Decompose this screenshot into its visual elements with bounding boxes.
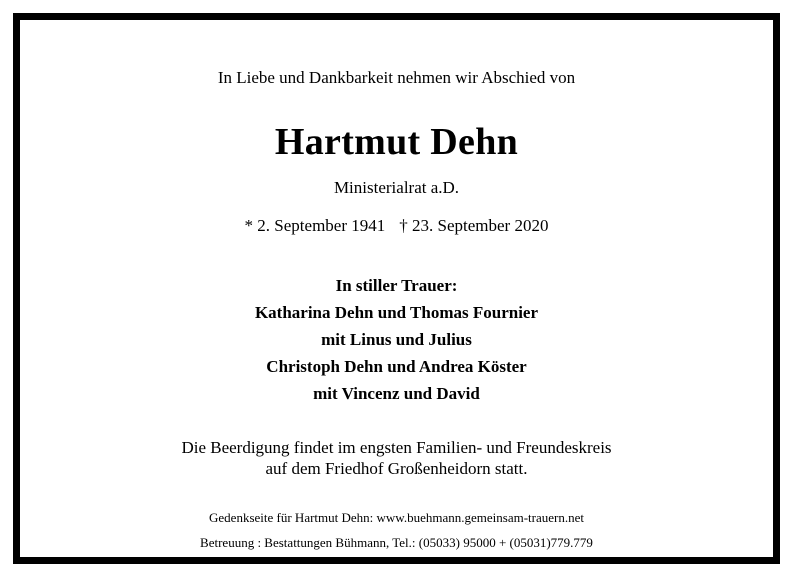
undertaker-contact: Betreuung : Bestattungen Bühmann, Tel.: (05033) 95000 + (05031)779.779	[200, 535, 593, 550]
funeral-info	[20, 437, 773, 479]
mourners-block	[20, 272, 773, 407]
obituary-notice	[13, 13, 780, 564]
deceased-name: Hartmut Dehn	[274, 121, 519, 163]
mourner-line: Christoph Dehn und Andrea Köster	[266, 357, 527, 376]
funeral-line: auf dem Friedhof Großenheidorn statt.	[265, 459, 528, 478]
birth-date: * 2. September 1941	[244, 216, 386, 235]
memorial-page-text: Gedenkseite für Hartmut Dehn: www.buehmann.gemeinsam-trauern.net	[209, 510, 584, 525]
deceased-title: Ministerialrat a.D.	[333, 178, 460, 197]
mourner-line: mit Linus und Julius	[321, 330, 472, 349]
mourner-line: mit Vincenz und David	[313, 384, 480, 403]
intro-text: In Liebe und Dankbarkeit nehmen wir Abschied von	[217, 68, 576, 87]
mourners-heading: In stiller Trauer:	[335, 276, 458, 295]
mourner-line: Katharina Dehn und Thomas Fournier	[254, 303, 539, 322]
funeral-line: Die Beerdigung findet im engsten Familien- und Freundeskreis	[181, 438, 612, 457]
life-dates	[20, 216, 773, 236]
death-date: † 23. September 2020	[399, 216, 549, 235]
